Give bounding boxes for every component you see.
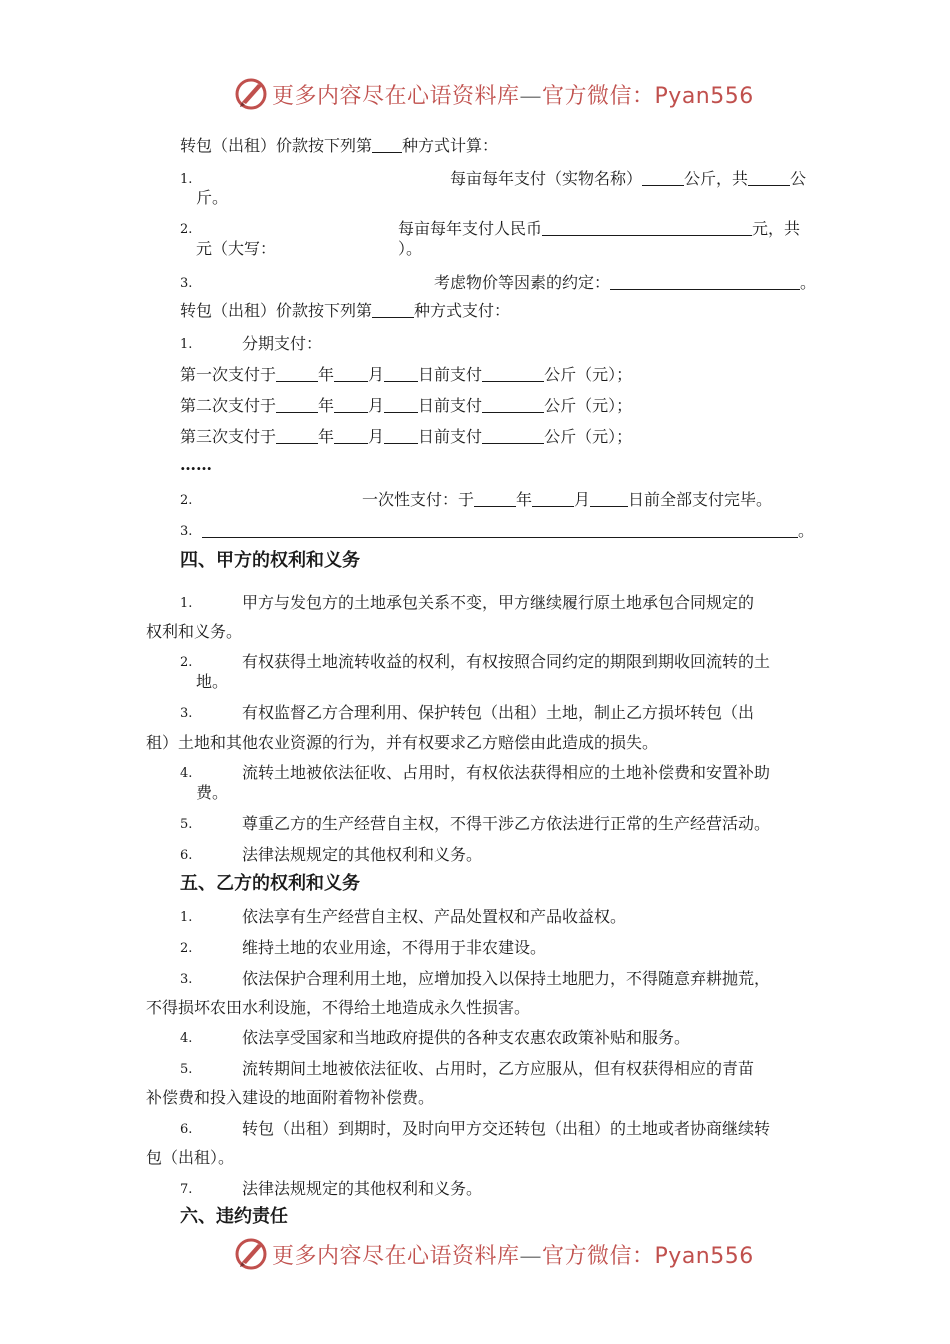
s5-item-6-line1: 转包（出租）到期时，及时向甲方交还转包（出租）的土地或者协商继续转 — [242, 1119, 771, 1138]
section-4-title: 四、甲方的权利和义务 — [180, 550, 360, 571]
watermark-banner-top — [0, 74, 950, 114]
section-5-title: 五、乙方的权利和义务 — [180, 873, 360, 894]
s4-item-2-number: 2. — [180, 655, 193, 670]
s4-item-1-line2: 权利和义务。 — [146, 622, 243, 641]
s5-item-3-line1: 依法保护合理利用土地，应增加投入以保持土地肥力，不得随意弃耕抛荒， — [242, 969, 771, 988]
pay-item-1-number: 1. — [180, 337, 193, 352]
pay-item-2-number: 2. — [180, 493, 193, 508]
s4-item-3-line2: 租）土地和其他农业资源的行为，并有权要求乙方赔偿由此造成的损失。 — [146, 733, 659, 752]
s4-item-5-line1: 尊重乙方的生产经营自主权，不得干涉乙方依法进行正常的生产经营活动。 — [242, 814, 771, 833]
watermark-banner-bottom — [0, 1234, 950, 1274]
ellipsis: …… — [180, 455, 212, 474]
pay-item-3: 。 — [202, 521, 814, 541]
calc-item-1: 每亩每年支付（实物名称） 公斤，共 公 — [450, 169, 807, 188]
s4-item-5-number: 5. — [180, 817, 193, 832]
s4-item-4-number: 4. — [180, 766, 193, 781]
calc-item-2-number: 2. — [180, 222, 193, 237]
pen-logo-icon — [234, 1236, 268, 1270]
s5-item-2-number: 2. — [180, 941, 193, 956]
pay-intro: 转包（出租）价款按下列第 种方式支付： — [180, 301, 511, 320]
calc-item-1-number: 1. — [180, 172, 193, 187]
s5-item-3-number: 3. — [180, 972, 193, 987]
s4-item-1-number: 1. — [180, 596, 193, 611]
s5-item-7-line1: 法律法规规定的其他权利和义务。 — [242, 1179, 483, 1198]
s4-item-1-line1: 甲方与发包方的土地承包关系不变，甲方继续履行原土地承包合同规定的 — [242, 593, 755, 612]
watermark-text: 更多内容尽在心语资料库—官方微信：Pyan556 — [272, 84, 754, 109]
s5-item-6-number: 6. — [180, 1122, 193, 1137]
s4-item-3-number: 3. — [180, 706, 193, 721]
pen-logo-icon — [234, 76, 268, 110]
s4-item-2-line2: 地。 — [196, 672, 229, 691]
s4-item-2-line1: 有权获得土地流转收益的权利，有权按照合同约定的期限到期收回流转的土 — [242, 652, 771, 671]
s5-item-1-number: 1. — [180, 910, 193, 925]
pay-item-2: 一次性支付：于 年 月 日前全部支付完毕。 — [362, 490, 773, 509]
s4-item-4-line1: 流转土地被依法征收、占用时，有权依法获得相应的土地补偿费和安置补助 — [242, 763, 771, 782]
s5-item-5-number: 5. — [180, 1062, 193, 1077]
calc-item-3-number: 3. — [180, 276, 193, 291]
calc-item-1-cont: 斤。 — [196, 188, 229, 207]
pay-item-3-number: 3. — [180, 524, 193, 539]
installment-2: 第二次支付于 年 月 日前支付 公斤（元）； — [180, 396, 633, 415]
installment-1: 第一次支付于 年 月 日前支付 公斤（元）； — [180, 365, 633, 384]
s5-item-4-number: 4. — [180, 1031, 193, 1046]
calc-item-3: 考虑物价等因素的约定： 。 — [434, 273, 817, 292]
s4-item-6-line1: 法律法规规定的其他权利和义务。 — [242, 845, 483, 864]
s5-item-2-line1: 维持土地的农业用途，不得用于非农建设。 — [242, 938, 547, 957]
installment-3: 第三次支付于 年 月 日前支付 公斤（元）； — [180, 427, 633, 446]
s5-item-1-line1: 依法享有生产经营自主权、产品处置权和产品收益权。 — [242, 907, 627, 926]
s4-item-4-line2: 费。 — [196, 783, 229, 802]
s4-item-6-number: 6. — [180, 848, 193, 863]
s5-item-3-line2: 不得损坏农田水利设施，不得给土地造成永久性损害。 — [146, 998, 531, 1017]
section-6-title: 六、违约责任 — [180, 1206, 288, 1227]
s5-item-5-line2: 补偿费和投入建设的地面附着物补偿费。 — [146, 1088, 435, 1107]
s5-item-5-line1: 流转期间土地被依法征收、占用时，乙方应服从，但有权获得相应的青苗 — [242, 1059, 755, 1078]
s5-item-7-number: 7. — [180, 1182, 193, 1197]
watermark-text: 更多内容尽在心语资料库—官方微信：Pyan556 — [272, 1244, 754, 1269]
calc-intro: 转包（出租）价款按下列第 种方式计算： — [180, 136, 499, 155]
calc-item-2: 每亩每年支付人民币 元，共 — [398, 219, 801, 238]
s5-item-4-line1: 依法享受国家和当地政府提供的各种支农惠农政策补贴和服务。 — [242, 1028, 691, 1047]
s4-item-3-line1: 有权监督乙方合理利用、保护转包（出租）土地，制止乙方损坏转包（出 — [242, 703, 755, 722]
calc-item-2-cont: 元（大写： ）。 — [196, 239, 423, 258]
s5-item-6-line2: 包（出租）。 — [146, 1148, 235, 1167]
pay-item-1: 分期支付： — [242, 334, 323, 353]
